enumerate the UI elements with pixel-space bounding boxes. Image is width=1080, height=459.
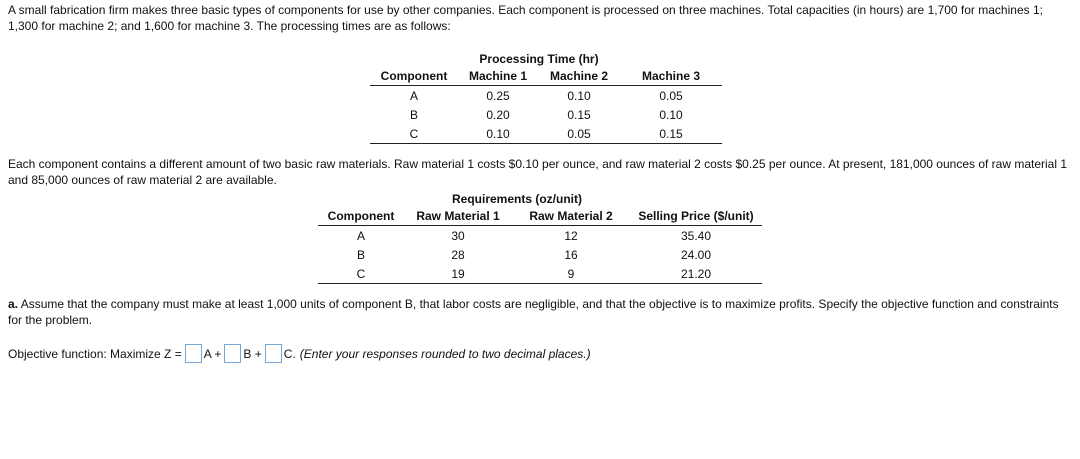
var-a-label: A +: [203, 346, 222, 361]
rounding-hint: (Enter your responses rounded to two decimal places.): [299, 346, 591, 361]
table-cell: 0.10: [567, 88, 591, 103]
table-cell: A: [356, 228, 365, 243]
table-cell: 0.15: [567, 107, 591, 122]
table-cell: C: [318, 264, 404, 284]
table-cell: 0.05: [659, 88, 683, 103]
objective-function-row: [8, 344, 591, 363]
col-component: Component: [318, 207, 404, 226]
table-cell: C: [370, 124, 458, 144]
table-row: [318, 264, 762, 284]
var-c-label: C.: [283, 346, 296, 361]
intro-paragraph: A small fabrication firm makes three basic types of components for use by other companies. Each component is processed on three machines. Total capacities (in hours) are 1,700 for machines 1; 1,300 for machine 2; and 1,600 for machine 3. The processing times are as follows:: [8, 3, 1043, 33]
table-row: [370, 86, 722, 106]
col-machine-1: Machine 1: [458, 67, 538, 86]
question-paragraph: [8, 296, 1074, 328]
question-text: Assume that the company must make at least 1,000 units of component B, that labor costs are negligible, and that the objective is to maximize profits. Specify the objective function and constraints for the problem.: [8, 297, 1059, 327]
table-row: [318, 245, 762, 264]
question-label: a.: [8, 297, 19, 311]
col-raw-material-1: Raw Material 1: [404, 207, 512, 226]
col-machine-3: Machine 3: [620, 67, 722, 86]
table-cell: 19: [404, 264, 512, 284]
table-cell: A: [409, 88, 418, 103]
coefficient-c-input[interactable]: [265, 344, 282, 363]
materials-paragraph: Each component contains a different amount of two basic raw materials. Raw material 1 costs $0.10 per ounce, and raw material 2 costs $0.25 per ounce. At present, 181,000 ounces of raw material 1 and 85,000 ounces of raw material 2 are available.: [8, 157, 1068, 187]
col-selling-price: Selling Price ($/unit): [630, 207, 762, 226]
coefficient-b-input[interactable]: [224, 344, 241, 363]
table-cell: 0.15: [620, 124, 722, 144]
table-row: [370, 105, 722, 124]
table-cell: 0.20: [486, 107, 510, 122]
requirements-supertitle: Requirements (oz/unit): [451, 191, 582, 206]
table-cell: B: [409, 107, 418, 122]
table-cell: 0.10: [458, 124, 538, 144]
col-machine-2: Machine 2: [538, 67, 620, 86]
table-cell: 16: [564, 247, 578, 262]
table-cell: 24.00: [680, 247, 712, 262]
requirements-table: [318, 190, 762, 284]
table-cell: 21.20: [630, 264, 762, 284]
table-row: [370, 124, 722, 144]
table-cell: 28: [451, 247, 465, 262]
col-raw-material-2: Raw Material 2: [512, 207, 630, 226]
coefficient-a-input[interactable]: [185, 344, 202, 363]
processing-time-table: [370, 50, 722, 144]
table-cell: B: [356, 247, 365, 262]
table-cell: 12: [564, 228, 578, 243]
table-cell: 30: [451, 228, 465, 243]
col-component: Component: [370, 67, 458, 86]
processing-time-supertitle: Processing Time (hr): [479, 51, 599, 66]
table-cell: 0.25: [486, 88, 510, 103]
table-cell: 0.10: [659, 107, 683, 122]
table-cell: 0.05: [538, 124, 620, 144]
var-b-label: B +: [243, 346, 262, 361]
objective-prefix: Objective function: Maximize Z =: [8, 346, 182, 361]
table-row: [318, 226, 762, 246]
table-cell: 9: [512, 264, 630, 284]
table-cell: 35.40: [680, 228, 712, 243]
